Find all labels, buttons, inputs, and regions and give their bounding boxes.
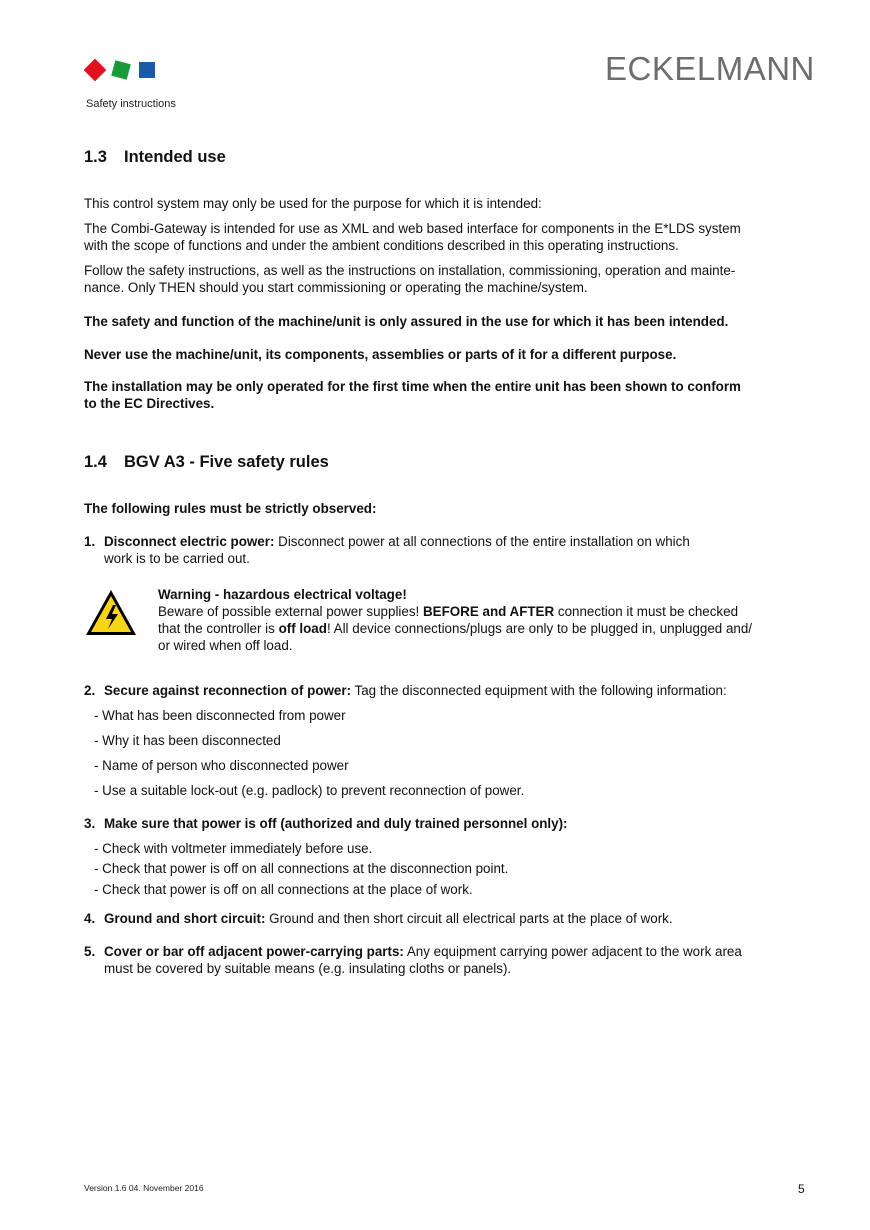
rule-text bbox=[104, 533, 804, 550]
section-heading-1-4 bbox=[84, 453, 329, 472]
rule-body: Tag the disconnected equipment with the following information: bbox=[351, 683, 727, 698]
running-header-label: Safety instructions bbox=[86, 98, 176, 110]
list-item: - Why it has been disconnected bbox=[94, 733, 281, 748]
warning-emphasis: off load bbox=[278, 621, 327, 636]
rule-5 bbox=[84, 943, 804, 977]
warning-text: connection it must be checked bbox=[554, 604, 739, 619]
rule-number: 1. bbox=[84, 534, 96, 549]
warning-title: Warning - hazardous electrical voltage! bbox=[158, 587, 407, 602]
rule-text bbox=[104, 682, 804, 699]
paragraph-line: with the scope of functions and under the ambient conditions described in this operating instructions. bbox=[84, 238, 679, 253]
warning-box bbox=[158, 586, 808, 654]
brand-logo-text: ECKELMANN bbox=[605, 50, 815, 87]
paragraph bbox=[84, 220, 804, 254]
rule-body: Ground and then short circuit all electrical parts at the place of work. bbox=[265, 911, 673, 926]
high-voltage-warning-icon bbox=[84, 588, 138, 638]
rule-3 bbox=[84, 815, 804, 832]
section-title: BGV A3 - Five safety rules bbox=[124, 453, 329, 471]
rule-heading: Disconnect electric power: bbox=[104, 534, 275, 549]
rule-2 bbox=[84, 682, 804, 699]
warning-text: ! All device connections/plugs are only to be plugged in, unplugged and/ bbox=[326, 621, 753, 636]
paragraph-line: nance. Only THEN should you start commissioning or operating the machine/system. bbox=[84, 280, 588, 295]
rule-number: 3. bbox=[84, 816, 96, 831]
rule-4 bbox=[84, 910, 804, 927]
rule-text bbox=[104, 910, 804, 927]
rule-number: 5. bbox=[84, 944, 96, 959]
rule-1 bbox=[84, 533, 804, 567]
section-title: Intended use bbox=[124, 148, 226, 166]
rule-number: 4. bbox=[84, 911, 96, 926]
paragraph-line: to the EC Directives. bbox=[84, 396, 215, 411]
rule-body: work is to be carried out. bbox=[104, 551, 250, 566]
section-number: 1.3 bbox=[84, 148, 107, 166]
page-number: 5 bbox=[798, 1182, 805, 1196]
warning-text: that the controller is bbox=[158, 621, 279, 636]
list-item: - Check with voltmeter immediately before use. bbox=[94, 841, 373, 856]
rule-body: Any equipment carrying power adjacent to the work area bbox=[403, 944, 742, 959]
list-item: - Name of person who disconnected power bbox=[94, 758, 349, 773]
rule-text bbox=[104, 943, 804, 960]
list-item: - Use a suitable lock-out (e.g. padlock) to prevent reconnection of power. bbox=[94, 783, 525, 798]
warning-line bbox=[158, 620, 808, 637]
footer-version: Version 1.6 04. November 2016 bbox=[84, 1183, 204, 1193]
section-number: 1.4 bbox=[84, 453, 107, 471]
paragraph-line: The Combi-Gateway is intended for use as XML and web based interface for components in the E*LDS system bbox=[84, 221, 741, 236]
warning-line bbox=[158, 603, 808, 620]
rule-heading: Cover or bar off adjacent power-carrying parts: bbox=[104, 944, 404, 959]
list-item: - Check that power is off on all connections at the disconnection point. bbox=[94, 861, 509, 876]
rule-number: 2. bbox=[84, 683, 96, 698]
warning-line: or wired when off load. bbox=[158, 638, 293, 653]
paragraph: This control system may only be used for the purpose for which it is intended: bbox=[84, 196, 542, 211]
bold-statement bbox=[84, 378, 804, 412]
paragraph-line: The installation may be only operated for the first time when the entire unit has been shown to conform bbox=[84, 379, 741, 394]
rule-body: must be covered by suitable means (e.g. insulating cloths or panels). bbox=[104, 961, 512, 976]
bold-statement: The safety and function of the machine/unit is only assured in the use for which it has been intended. bbox=[84, 314, 729, 329]
rules-intro: The following rules must be strictly observed: bbox=[84, 501, 377, 516]
warning-emphasis: BEFORE and AFTER bbox=[422, 604, 555, 619]
warning-text: Beware of possible external power supplies! bbox=[158, 604, 423, 619]
rule-body: Disconnect power at all connections of the entire installation on which bbox=[274, 534, 690, 549]
rule-heading: Ground and short circuit: bbox=[104, 911, 266, 926]
rule-heading: Make sure that power is off (authorized and duly trained personnel only): bbox=[104, 816, 568, 831]
paragraph bbox=[84, 262, 804, 296]
list-item: - Check that power is off on all connections at the place of work. bbox=[94, 882, 473, 897]
rule-heading: Secure against reconnection of power: bbox=[104, 683, 352, 698]
eckelmann-logo-squares bbox=[84, 58, 156, 82]
bold-statement: Never use the machine/unit, its components, assemblies or parts of it for a different purpose. bbox=[84, 347, 677, 362]
paragraph-line: Follow the safety instructions, as well as the instructions on installation, commissioning, operation and mainte- bbox=[84, 263, 736, 278]
section-heading-1-3 bbox=[84, 148, 226, 167]
list-item: - What has been disconnected from power bbox=[94, 708, 346, 723]
